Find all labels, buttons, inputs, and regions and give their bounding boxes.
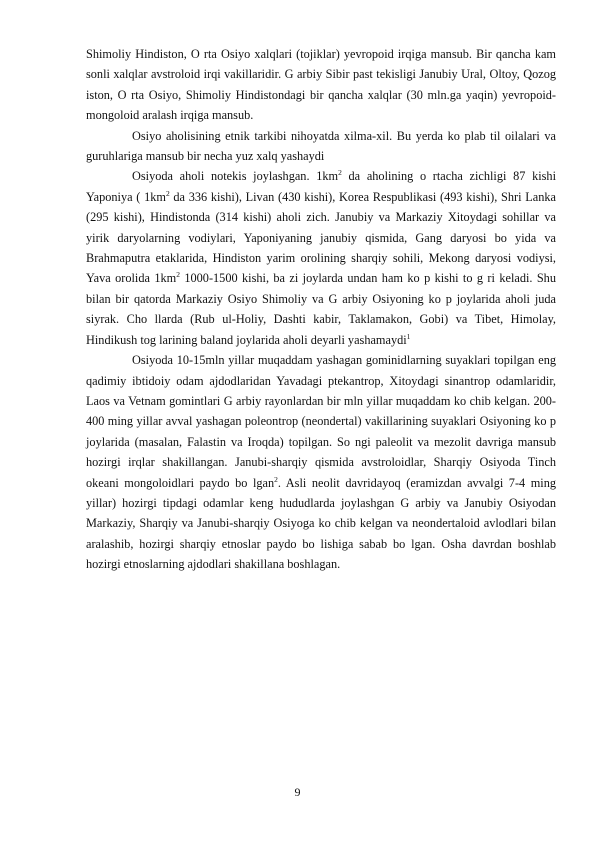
text-run: da 336 kishi), Livan (430 kishi), Korea Respublikasi (493 kishi), Shri Lanka (295 kishi), Hindistonda (314 kishi) aholi zich. Janubiy va Markaziy Xitoydagi sohillar va yirik daryolarning vodiylari, Yaponiyaning janubiy qismida, Gang daryosi bo yida va Brahmaputra etaklarida, Hindiston yarim orolining sharqiy sohili, Mekong daryosi vodiysi, Yava orolida 1km: [86, 189, 556, 286]
text-run: . Asli neolit davridayoq (eramizdan avvalgi 7-4 ming yillar) hozirgi tipdagi odamlar keng hududlarda joylashgan G arbiy va Janubiy Osiyodan Markaziy, Sharqiy va Janubi-sharqiy Osiyoga ko chib kelgan va neondertaloid avlodlari bilan aralashib, hozirgi sharqiy etnoslar paydo bo lishiga sabab bo lgan. Osha davrdan boshlab hozirgi etnoslarning ajdodlari shakillana boshlagan.: [86, 475, 556, 572]
page-number: 9: [294, 785, 301, 799]
superscript: 2: [165, 188, 170, 198]
superscript: 2: [176, 270, 180, 280]
text-run: 1000-1500 kishi, ba zi joylarda undan ham ko p kishi to g ri keladi. Shu bilan bir qatorda Markaziy Osiyo Shimoliy va G arbiy Osiyoning ko p joylarida aholi juda siyrak. Cho llarda (Rub ul-Holiy, Dashti kabir, Taklamakon, Gobi) va Tibet, Himolay, Hindikush tog larining baland joylarida aholi deyarli yashamaydi: [86, 271, 556, 347]
footnote-ref-1: 1: [406, 331, 411, 341]
footnote-ref-2: 2: [274, 474, 278, 484]
superscript: 2: [338, 168, 342, 178]
document-page: [86, 44, 556, 575]
paragraph-2: Osiyo aholisining etnik tarkibi nihoyatda xilma-xil. Bu yerda ko plab til oilalari va guruhlariga mansub bir necha yuz xalq yashaydi: [86, 128, 556, 164]
paragraph-1: Shimoliy Hindiston, O rta Osiyo xalqlari (tojiklar) yevropoid irqiga mansub. Bir qancha kam sonli xalqlar avstroloid irqi vakillaridir. G arbiy Sibir past tekisligi Janubiy Ural, Oltoy, Qozog iston, O rta Osiyo, Shimoliy Hindistondagi bir qancha xalqlar (30 mln.ga yaqin) yevropoid-mongoloid aralash irqiga mansub.: [86, 47, 556, 123]
text-run: da aholining o rtacha zichligi 87 kishi Yaponiya ( 1km: [86, 169, 556, 204]
text-run: Osiyoda aholi notekis joylashgan. 1km: [132, 169, 339, 184]
text-run: Osiyoda 10-15mln yillar muqaddam yashagan gominidlarning suyaklari topilgan eng qadimiy ibtidoiy odam ajdodlaridan Yavadagi ptekantrop, Xitoydagi sinantrop odamlaridir, Laos va Vetnam gomintlari G arbiy rayonlardan bir mln yillar muqaddam ko chib kelgan. 200-400 ming yillar avval yashagan poleontrop (neondertal) vakillarining suyaklari Osiyoning ko p joylarida (masalan, Falastin va Iroqda) topilgan. So ngi paleolit va mezolit davriga mansub hozirgi irqlar shakillangan. Janubi-sharqiy qismida avstroloidlar, Sharqiy Osiyoda Tinch okeani mongoloidlari paydo bo lgan: [86, 353, 556, 490]
paragraph-3: [86, 166, 556, 350]
paragraph-4: [86, 350, 556, 574]
